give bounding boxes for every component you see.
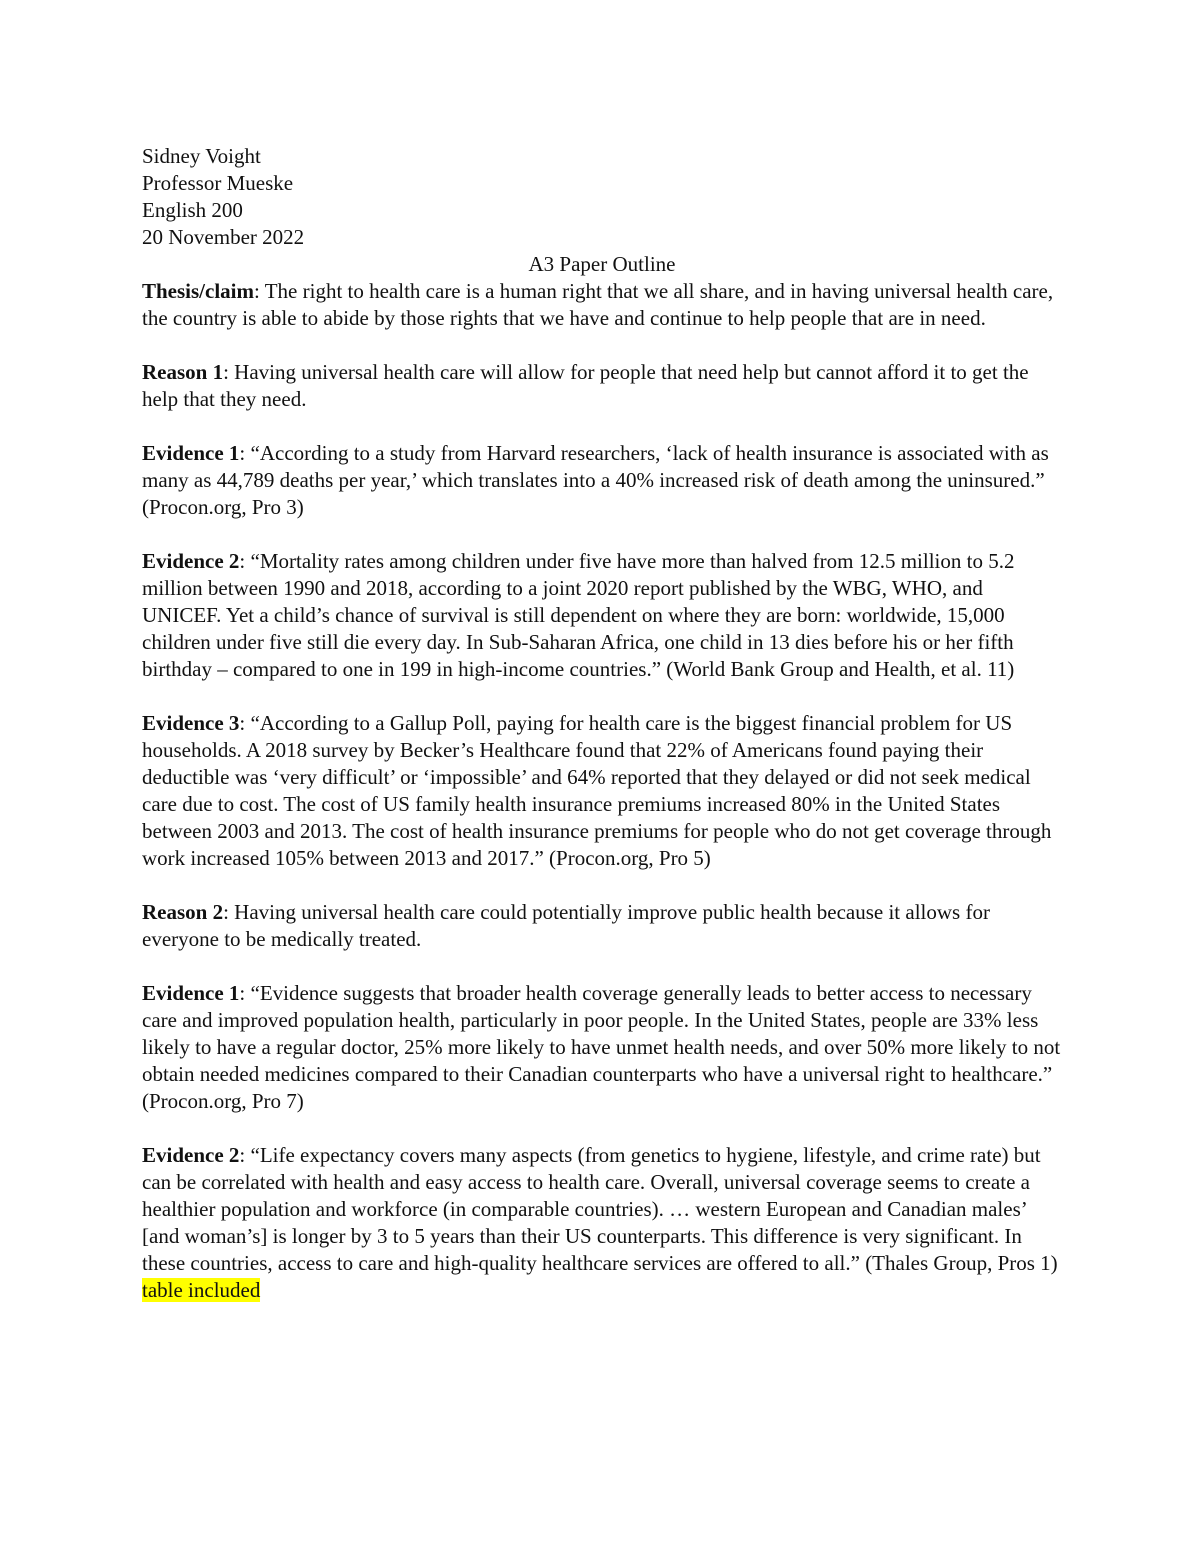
header-block	[142, 143, 1062, 251]
reason-2-evidence-2	[142, 1142, 1062, 1304]
reason-1-evidence-1	[142, 440, 1062, 521]
reason-1-evidence-3	[142, 710, 1062, 872]
student-name: Sidney Voight	[142, 144, 261, 168]
professor-name: Professor Mueske	[142, 171, 294, 195]
reason-1-label: Reason 1	[142, 360, 224, 384]
reason-2-paragraph	[142, 899, 1062, 953]
reason-1-paragraph	[142, 359, 1062, 413]
thesis-label: Thesis/claim	[142, 279, 255, 303]
course-name: English 200	[142, 198, 243, 222]
reason-1-evidence-2	[142, 548, 1062, 683]
evidence-text: : “Mortality rates among children under five have more than halved from 12.5 million to 5.2 million between 1990 and 2018, according to a joint 2020 report published by the WBG, WHO, and UNICEF. Yet a child’s chance of survival is still dependent on where they are born: worldwide, 15,000 children under five still die every day. In Sub-Saharan Africa, one child in 13 dies before his or her fifth birthday – compared to one in 199 in high-income countries.” (World Bank Group and Health, et al. 11)	[142, 549, 1015, 681]
evidence-text: : “According to a Gallup Poll, paying for health care is the biggest financial problem for US households. A 2018 survey by Becker’s Healthcare found that 22% of Americans found paying their deductible was ‘very difficult’ or ‘impossible’ and 64% reported that they delayed or did not seek medical care due to cost. The cost of US family health insurance premiums increased 80% in the United States between 2003 and 2013. The cost of health insurance premiums for people who do not get coverage through work increased 105% between 2013 and 2017.” (Procon.org, Pro 5)	[142, 711, 1052, 870]
reason-2-label: Reason 2	[142, 900, 224, 924]
evidence-label: Evidence 1	[142, 981, 240, 1005]
evidence-label: Evidence 2	[142, 549, 240, 573]
page-title: A3 Paper Outline	[528, 252, 676, 276]
reason-2-text: : Having universal health care could potentially improve public health because it allows for everyone to be medically treated.	[142, 900, 990, 951]
document-page	[142, 143, 1062, 1331]
thesis-text: : The right to health care is a human right that we all share, and in having universal health care, the country is able to abide by those rights that we have and continue to help people that are in need.	[142, 279, 1054, 330]
thesis-paragraph	[142, 278, 1062, 332]
reason-2-evidence-1	[142, 980, 1062, 1115]
evidence-text: : “According to a study from Harvard researchers, ‘lack of health insurance is associated with as many as 44,789 deaths per year,’ which translates into a 40% increased risk of death among the uninsured.” (Procon.org, Pro 3)	[142, 441, 1049, 519]
evidence-text: : “Evidence suggests that broader health coverage generally leads to better access to necessary care and improved population health, particularly in poor people. In the United States, people are 33% less likely to have a regular doctor, 25% more likely to have unmet health needs, and over 50% more likely to not obtain needed medicines compared to their Canadian counterparts who have a universal right to healthcare.” (Procon.org, Pro 7)	[142, 981, 1061, 1113]
reason-1-text: : Having universal health care will allow for people that need help but cannot afford it to get the help that they need.	[142, 360, 1029, 411]
evidence-label: Evidence 1	[142, 441, 240, 465]
evidence-text: : “Life expectancy covers many aspects (from genetics to hygiene, lifestyle, and crime rate) but can be correlated with health and easy access to health care. Overall, universal coverage seems to create a healthier population and workforce (in comparable countries). … western European and Canadian males’ [and woman’s] is longer by 3 to 5 years than their US counterparts. This difference is very significant. In these countries, access to care and high-quality healthcare services are offered to all.” (Thales Group, Pros 1)	[142, 1143, 1058, 1275]
highlighted-note: table included	[142, 1278, 261, 1302]
document-date: 20 November 2022	[142, 225, 305, 249]
evidence-label: Evidence 3	[142, 711, 240, 735]
evidence-label: Evidence 2	[142, 1143, 240, 1167]
